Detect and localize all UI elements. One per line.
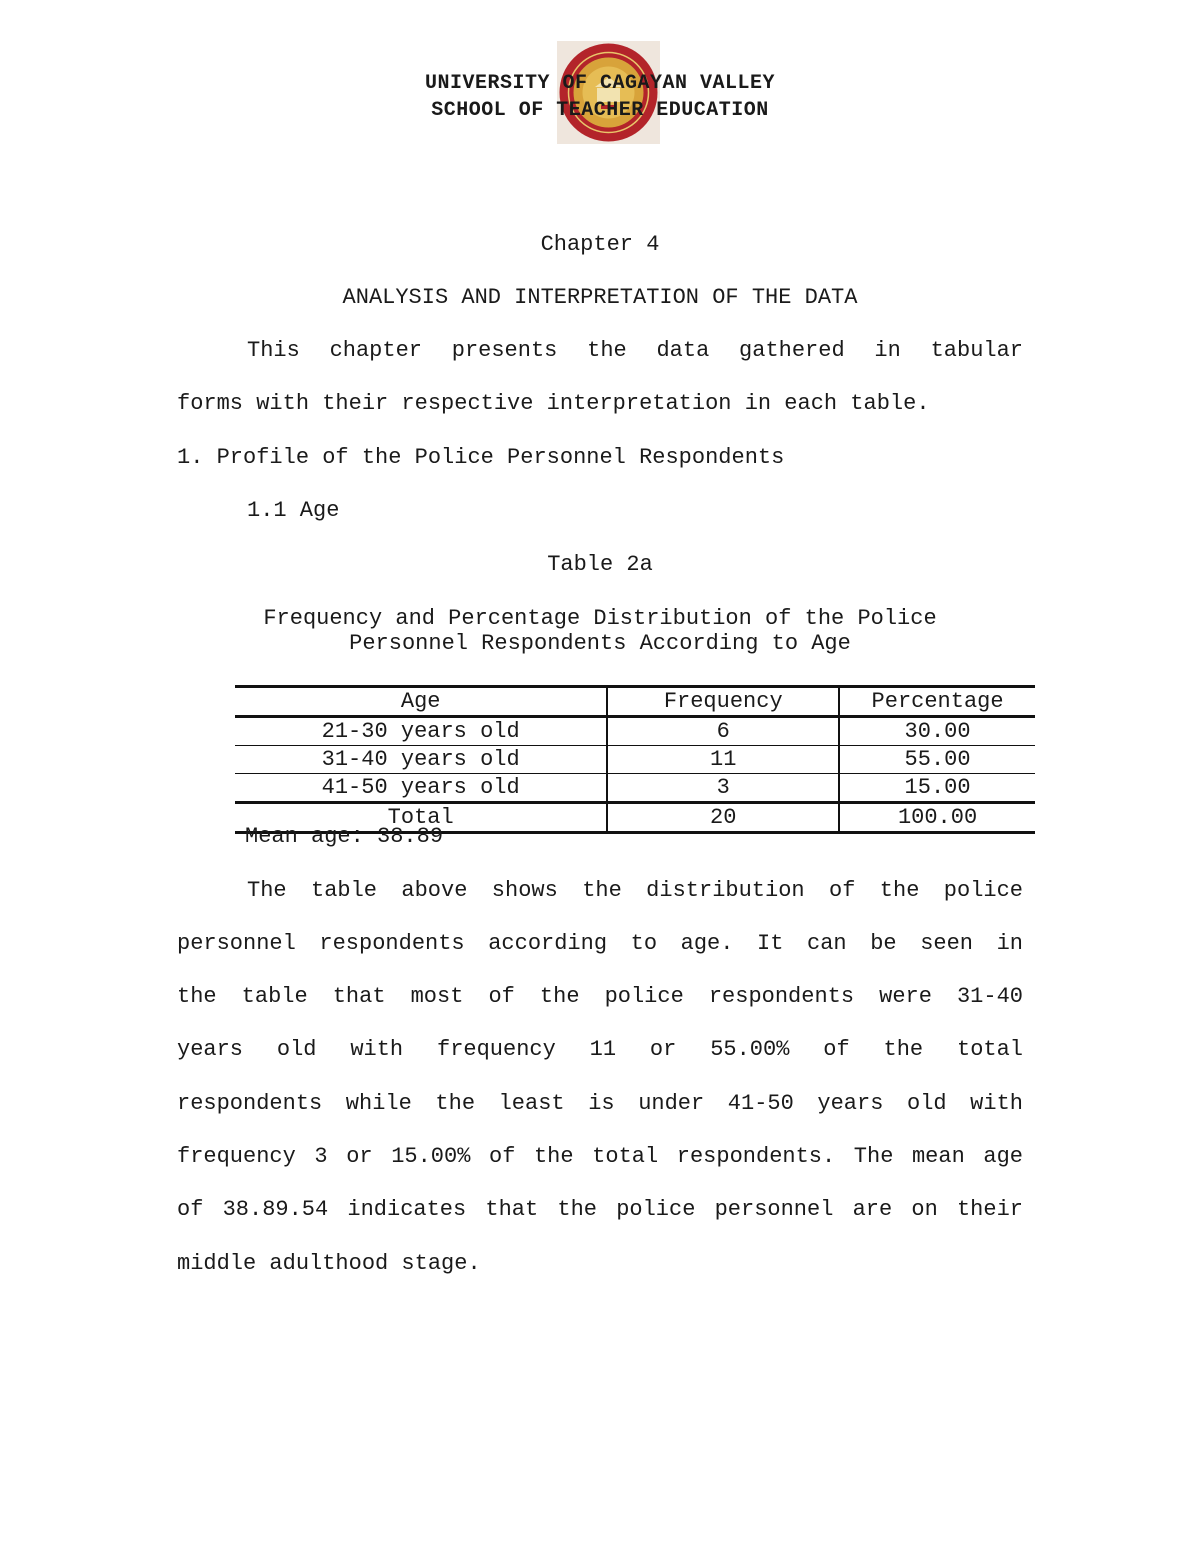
discussion-line: respondents while the least is under 41-50 years old with xyxy=(177,1091,1023,1116)
intro-line-1: This chapter presents the data gathered in tabular xyxy=(247,338,1023,363)
column-header-percentage: Percentage xyxy=(839,687,1035,717)
discussion-line: frequency 3 or 15.00% of the total respondents. The mean age xyxy=(177,1144,1023,1169)
discussion-line: the table that most of the police respondents were 31-40 xyxy=(177,984,1023,1009)
discussion-line: The table above shows the distribution of the police xyxy=(247,878,1023,903)
age-cell: 21-30 years old xyxy=(235,717,607,746)
total-percentage-cell: 100.00 xyxy=(839,803,1035,833)
column-header-frequency: Frequency xyxy=(607,687,839,717)
university-name: UNIVERSITY OF CAGAYAN VALLEY xyxy=(424,72,776,95)
frequency-cell: 3 xyxy=(607,774,839,803)
section-subheading: 1.1 Age xyxy=(247,498,340,523)
mean-age-note: Mean age: 38.89 xyxy=(245,824,444,849)
table-row xyxy=(235,717,1035,746)
discussion-line: personnel respondents according to age. It can be seen in xyxy=(177,931,1023,956)
percentage-cell: 30.00 xyxy=(839,717,1035,746)
frequency-cell: 6 xyxy=(607,717,839,746)
age-cell: 41-50 years old xyxy=(235,774,607,803)
table-caption-line-2: Personnel Respondents According to Age xyxy=(349,631,851,656)
school-name: SCHOOL OF TEACHER EDUCATION xyxy=(431,99,769,122)
chapter-number: Chapter 4 xyxy=(540,232,660,257)
section-heading: 1. Profile of the Police Personnel Respondents xyxy=(177,445,785,470)
table-header-row xyxy=(235,687,1035,717)
percentage-cell: 15.00 xyxy=(839,774,1035,803)
table-label: Table 2a xyxy=(547,552,653,577)
chapter-title: ANALYSIS AND INTERPRETATION OF THE DATA xyxy=(342,285,858,310)
age-distribution-table xyxy=(235,685,1035,834)
table-caption-line-1: Frequency and Percentage Distribution of the Police xyxy=(263,606,937,631)
discussion-line: middle adulthood stage. xyxy=(177,1251,481,1276)
total-frequency-cell: 20 xyxy=(607,803,839,833)
intro-line-2: forms with their respective interpretation in each table. xyxy=(177,391,930,416)
percentage-cell: 55.00 xyxy=(839,746,1035,774)
discussion-line: years old with frequency 11 or 55.00% of the total xyxy=(177,1037,1023,1062)
table-row xyxy=(235,774,1035,803)
frequency-cell: 11 xyxy=(607,746,839,774)
age-cell: 31-40 years old xyxy=(235,746,607,774)
total-label-cell: Total xyxy=(235,803,607,833)
discussion-line: of 38.89.54 indicates that the police personnel are on their xyxy=(177,1197,1023,1222)
column-header-age: Age xyxy=(235,687,607,717)
table-row xyxy=(235,746,1035,774)
